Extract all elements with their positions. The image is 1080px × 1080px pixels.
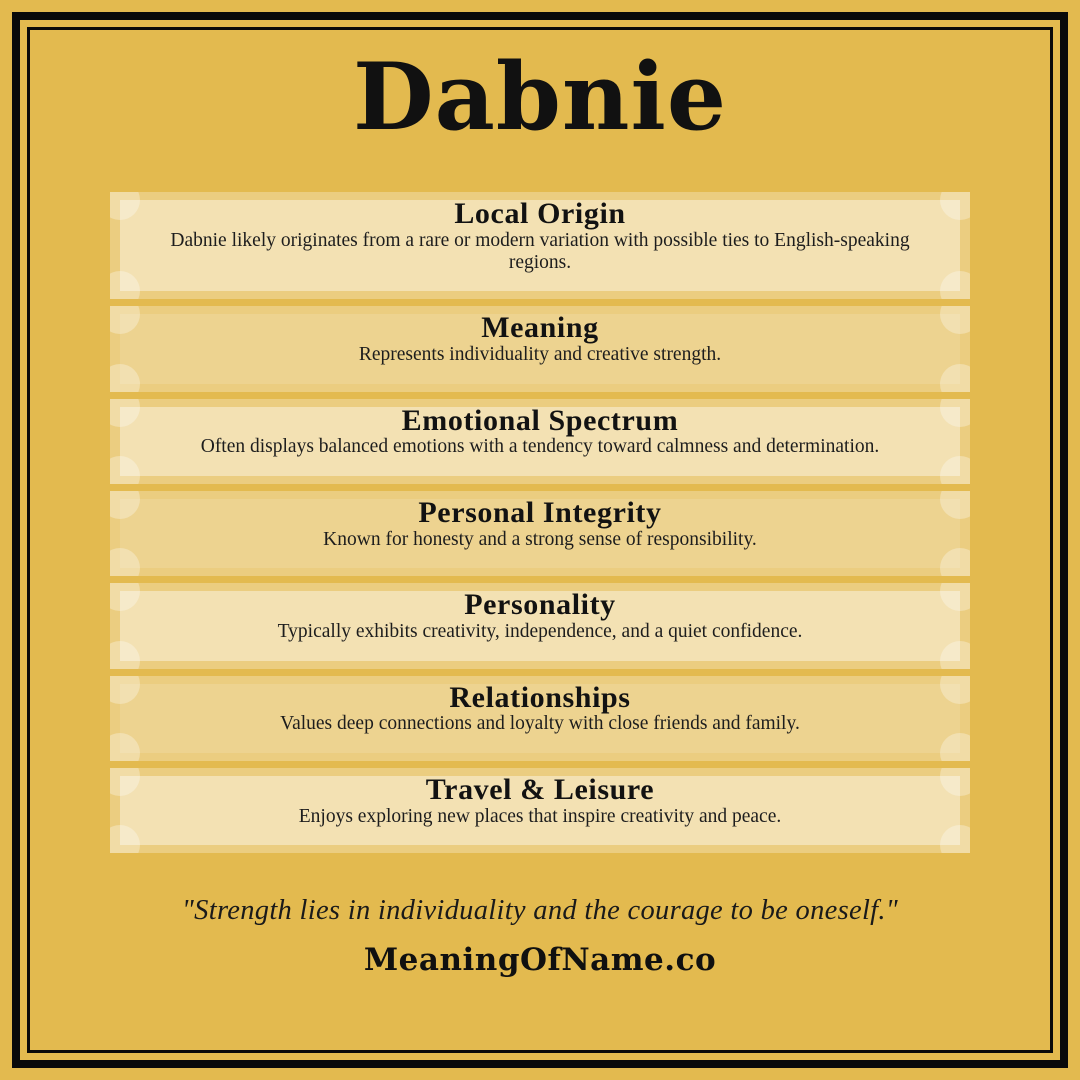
section-heading: Relationships — [449, 680, 631, 714]
card-content — [150, 405, 930, 458]
section-heading: Local Origin — [454, 197, 626, 231]
section-body: Values deep connections and loyalty with close friends and family. — [280, 713, 800, 735]
section-heading: Travel & Leisure — [425, 773, 655, 807]
section-card-travel-leisure — [110, 768, 970, 853]
section-body: Known for honesty and a strong sense of responsibility. — [323, 528, 757, 550]
section-card-local-origin — [110, 192, 970, 299]
section-card-personal-integrity — [110, 491, 970, 576]
section-heading: Emotional Spectrum — [401, 403, 679, 437]
section-card-emotional-spectrum — [110, 399, 970, 484]
section-card-meaning — [110, 306, 970, 391]
section-heading: Personal Integrity — [418, 496, 662, 530]
tagline-quote: "Strength lies in individuality and the courage to be oneself." — [181, 895, 899, 927]
section-body: Typically exhibits creativity, independence, and a quiet confidence. — [277, 620, 803, 642]
section-body: Dabnie likely originates from a rare or modern variation with possible ties to English-speaking regions. — [170, 229, 910, 273]
site-wordmark: MeaningOfName.co — [363, 942, 717, 979]
section-card-personality — [110, 583, 970, 668]
card-content — [150, 198, 930, 273]
section-body: Represents individuality and creative strength. — [358, 343, 722, 365]
card-content — [150, 589, 930, 642]
page-content — [30, 30, 1050, 1050]
card-content — [150, 497, 930, 550]
card-content — [150, 774, 930, 827]
section-body: Enjoys exploring new places that inspire creativity and peace. — [298, 805, 782, 827]
section-card-list — [110, 192, 970, 853]
section-body: Often displays balanced emotions with a tendency toward calmness and determination. — [200, 436, 880, 458]
section-heading: Personality — [464, 588, 616, 622]
card-content — [150, 312, 930, 365]
section-card-relationships — [110, 676, 970, 761]
section-heading: Meaning — [481, 311, 599, 345]
card-content — [150, 682, 930, 735]
page-title: Dabnie — [352, 42, 728, 151]
